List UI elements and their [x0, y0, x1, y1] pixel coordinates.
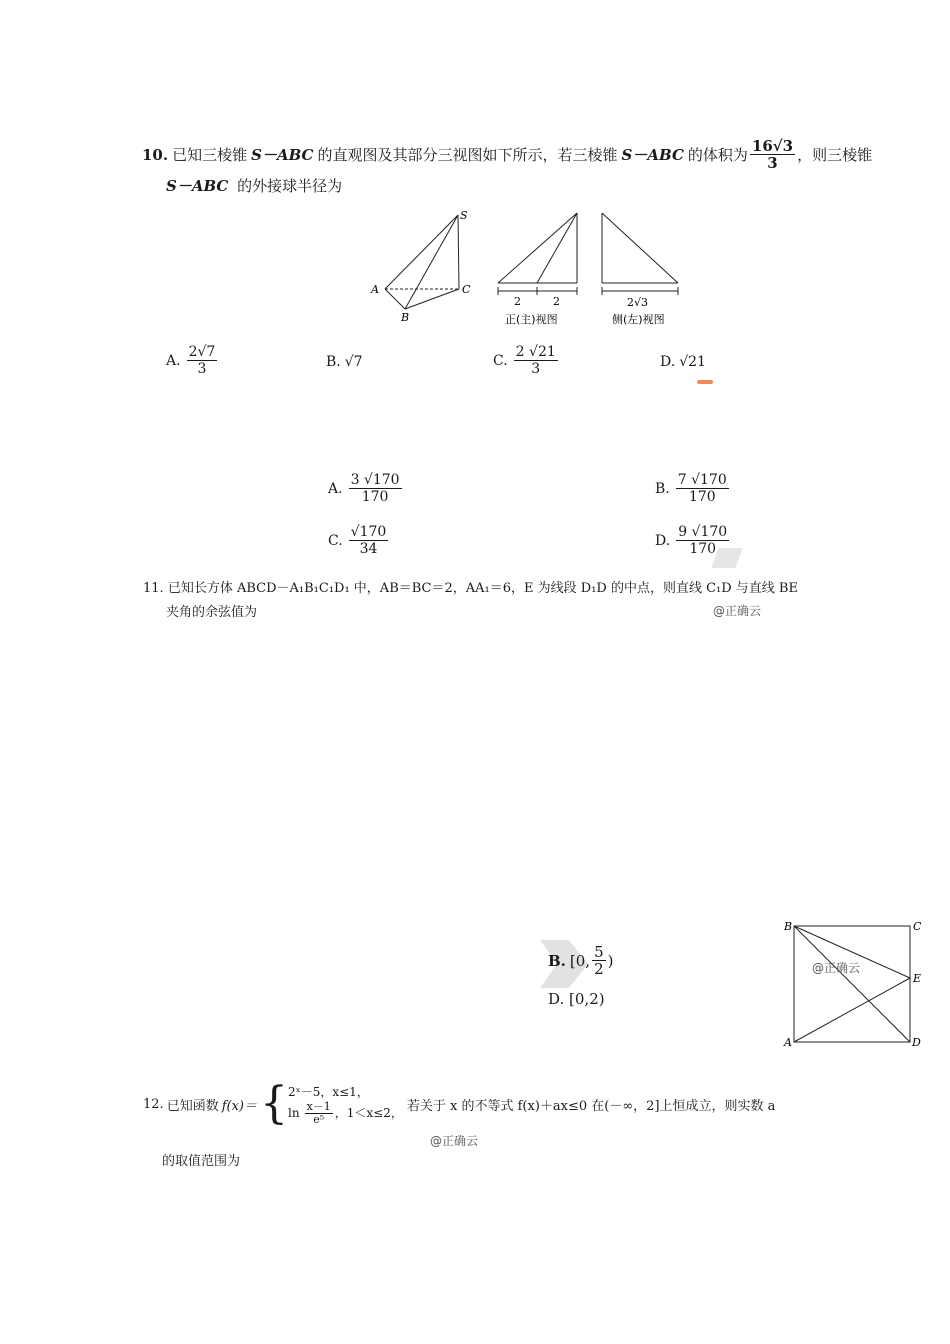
orange-mark	[697, 380, 713, 384]
sq-label-A: A	[784, 1036, 792, 1049]
q10-option-a-num: 2√7	[188, 344, 216, 360]
q11-option-c-den: 34	[359, 541, 378, 557]
sq-label-D: D	[912, 1036, 921, 1049]
front-caption: 正(主)视图	[505, 313, 558, 326]
q12-number: 12.	[143, 1096, 164, 1112]
q10-option-d-text: √21	[679, 354, 706, 370]
q12-case1: 2ˣ－5，x≤1，	[288, 1084, 369, 1099]
q11-option-b	[655, 472, 731, 505]
label-B: B	[401, 311, 410, 324]
q11-option-c-label: C.	[328, 532, 343, 549]
sq-watermark: @正确云	[812, 961, 861, 975]
front-dim-2: 2	[553, 295, 560, 308]
mid-option-b	[548, 944, 613, 977]
q10-text-d: ，则三棱锥	[797, 145, 873, 164]
q10-option-a-label: A.	[166, 352, 181, 369]
q10-number: 10.	[142, 145, 169, 164]
front-view	[498, 213, 577, 295]
q11-option-b-fraction	[676, 472, 729, 505]
q11-option-d-den: 170	[689, 541, 717, 557]
label-S: S	[460, 209, 468, 222]
square-diagram	[782, 916, 932, 1050]
q10-expr-1: S－ABC	[251, 145, 314, 164]
side-dim: 2√3	[627, 296, 649, 309]
q10-option-c-fraction	[514, 344, 558, 377]
q11-option-a-fraction	[349, 472, 402, 505]
q10-text-c: 的体积为	[687, 145, 748, 164]
q10-option-a-fraction	[187, 344, 218, 377]
mid-option-b-fraction	[592, 944, 606, 977]
q10-option-c	[493, 344, 560, 377]
q11-option-b-den: 170	[688, 489, 716, 505]
q10-option-d-label: D.	[660, 354, 676, 370]
q11-watermark: @正确云	[713, 604, 762, 618]
q11-option-b-label: B.	[655, 480, 670, 497]
side-caption: 侧(左)视图	[612, 313, 665, 326]
q10-option-b-text: √7	[344, 354, 363, 370]
q10-option-d	[660, 354, 706, 370]
q11-line2: 夹角的余弦值为	[166, 605, 258, 620]
q11-option-c-num: √170	[350, 524, 387, 540]
q12-case2	[288, 1101, 403, 1126]
q10-line2-expr: S－ABC	[166, 177, 229, 195]
q10-figure	[360, 205, 700, 335]
mid-option-b-post: )	[607, 951, 614, 970]
q12-brace: {	[260, 1078, 288, 1129]
q12-line2: 的取值范围为	[162, 1154, 241, 1169]
q12-text-a: 已知函数	[166, 1098, 219, 1114]
q10-option-c-num: 2 √21	[515, 344, 556, 360]
q10-option-a	[166, 344, 219, 377]
q10-option-b	[326, 354, 363, 370]
pyramid-diagram	[385, 215, 459, 309]
mid-option-b-den: 2	[594, 960, 604, 978]
q12-fx: f(x)＝	[221, 1098, 257, 1114]
q10-line2	[166, 176, 342, 196]
q11-option-a-num: 3 √170	[350, 472, 400, 488]
q10-volume-fraction	[750, 138, 795, 171]
q10-option-b-label: B.	[326, 354, 341, 370]
q10-option-a-den: 3	[197, 361, 207, 377]
q10-expr-2: S－ABC	[621, 145, 684, 164]
q11-option-d-label: D.	[655, 532, 671, 549]
q10-text-b: 的直观图及其部分三视图如下所示，若三棱锥	[317, 145, 618, 164]
q12-case2-cond: ，1＜x≤2，	[334, 1106, 403, 1120]
mid-option-b-num: 5	[594, 943, 604, 961]
q10-option-c-den: 3	[531, 361, 541, 377]
q11-number: 11.	[143, 581, 164, 596]
q10-volume-num: 16√3	[751, 137, 794, 155]
q12-case2-fraction	[305, 1101, 333, 1126]
q12-case2-num: x－1	[306, 1099, 331, 1113]
q12-text-b: 若关于 x 的不等式 f(x)＋ax≤0 在(－∞，2]上恒成立，则实数 a	[406, 1098, 776, 1114]
label-A: A	[371, 283, 379, 296]
q10-option-c-label: C.	[493, 352, 508, 369]
q11-text-line1: 已知长方体 ABCD－A₁B₁C₁D₁ 中，AB＝BC＝2，AA₁＝6，E 为线段 D₁D 的中点，则直线 C₁D 与直线 BE	[167, 581, 798, 596]
q11-option-a-den: 170	[361, 489, 389, 505]
q12-case2-ln: ln	[288, 1106, 300, 1120]
q11-option-c	[328, 524, 390, 557]
mid-option-b-label: B.	[548, 951, 566, 970]
mid-option-d: D. [0,2)	[548, 990, 605, 1008]
q12-cases	[288, 1083, 403, 1126]
q11-option-a	[328, 472, 404, 505]
q11-option-a-label: A.	[328, 480, 343, 497]
q11-line1	[143, 577, 798, 596]
q10-line1	[142, 138, 872, 171]
q12-watermark: @正确云	[430, 1134, 479, 1148]
label-C: C	[462, 283, 471, 296]
sq-label-E: E	[913, 972, 922, 985]
q11-option-d-num: 9 √170	[678, 524, 728, 540]
q10-text-a: 已知三棱锥	[172, 145, 248, 164]
q11-option-b-num: 7 √170	[677, 472, 727, 488]
q12-case2-den: e⁵	[313, 1112, 325, 1126]
q10-line2-text: 的外接球半径为	[237, 177, 343, 195]
sq-label-C: C	[913, 920, 922, 933]
front-dim-1: 2	[514, 295, 521, 308]
side-view	[602, 213, 678, 295]
q11-option-c-fraction	[349, 524, 389, 557]
sq-label-B: B	[784, 920, 793, 933]
q10-volume-den: 3	[767, 154, 778, 172]
mid-option-b-pre: [0,	[569, 951, 591, 970]
q12-line1	[143, 1078, 776, 1129]
